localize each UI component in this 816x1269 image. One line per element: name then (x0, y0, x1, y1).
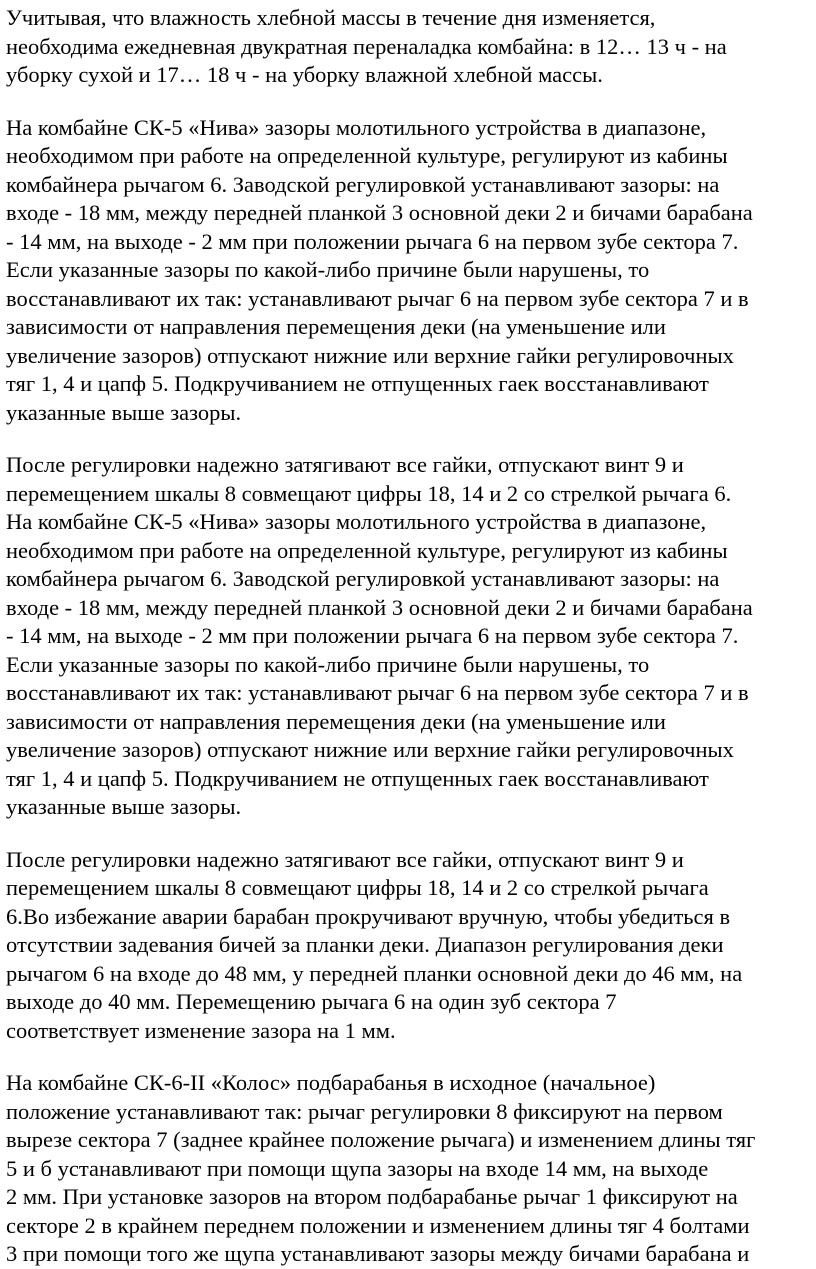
text-line: увеличение зазоров) отпускают нижние или верхние гайки регулировочных (6, 737, 734, 762)
paragraph-after-adjustment-1 (6, 451, 812, 822)
text-line: 5 и б устанавливают при помощи щупа зазоры на входе 14 мм, на выходе (6, 1155, 709, 1181)
document-page (6, 4, 812, 1269)
text-line: секторе 2 в крайнем переднем положении и изменением длины тяг 4 болтами (6, 1212, 750, 1238)
text-line: Если указанные зазоры по какой-либо причине были нарушены, то (6, 257, 650, 282)
text-line: увеличение зазоров) отпускают нижние или верхние гайки регулировочных (6, 342, 734, 368)
paragraph-gap (6, 822, 812, 846)
text-line: зависимости от направления перемещения деки (на уменьшение или (6, 708, 666, 734)
text-line: указанные выше зазоры. (6, 399, 242, 425)
text-line: уборку сухой и 17… 18 ч - на уборку влажной хлебной массы. (6, 62, 603, 87)
paragraph-after-adjustment-2 (6, 846, 812, 1046)
text-line: рычагом 6 на входе до 48 мм, у передней планки основной деки до 46 мм, на (6, 960, 743, 986)
text-line: 3 при помощи того же щупа устанавливают зазоры между бичами барабана и (6, 1241, 750, 1266)
text-line: выходе до 40 мм. Перемещению рычага 6 на один зуб сектора 7 (6, 989, 617, 1014)
text-line: После регулировки надежно затягивают все гайки, отпускают винт 9 и (6, 452, 684, 477)
text-line: необходима ежедневная двукратная переналадка комбайна: в 12… 13 ч - на (6, 33, 727, 59)
paragraph-humidity-intro (6, 4, 812, 90)
text-line: восстанавливают их так: устанавливают рычаг 6 на первом зубе сектора 7 и в (6, 285, 749, 311)
text-line: 2 мм. При установке зазоров на втором подбарабанье рычаг 1 фиксируют на (6, 1184, 738, 1209)
text-line: На комбайне СК-5 «Нива» зазоры молотильного устройства в диапазоне, (6, 509, 707, 534)
text-line: необходимом при работе на определенной культуре, регулируют из кабины (6, 537, 728, 563)
paragraph-kolos-gaps (6, 1069, 812, 1269)
paragraph-gap (6, 1045, 812, 1069)
text-line: тяг 1, 4 и цапф 5. Подкручиванием не отпущенных гаек восстанавливают (6, 371, 709, 396)
text-line: Учитывая, что влажность хлебной массы в течение дня изменяется, (6, 5, 656, 30)
text-line: На комбайне СК-6-II «Колос» подбарабанья в исходное (начальное) (6, 1070, 656, 1095)
text-line: перемещением шкалы 8 совмещают цифры 18, 14 и 2 со стрелкой рычага (6, 875, 709, 900)
text-line: На комбайне СК-5 «Нива» зазоры молотильного устройства в диапазоне, (6, 114, 707, 140)
paragraph-gap (6, 427, 812, 451)
text-line: комбайнера рычагом 6. Заводской регулировкой устанавливают зазоры: на (6, 566, 720, 591)
text-line: входе - 18 мм, между передней планкой 3 основной деки 2 и бичами барабана (6, 594, 753, 620)
text-line: положение устанавливают так: рычаг регулировки 8 фиксируют на первом (6, 1098, 723, 1124)
text-line: После регулировки надежно затягивают все гайки, отпускают винт 9 и (6, 846, 684, 872)
text-line: зависимости от направления перемещения деки (на уменьшение или (6, 314, 666, 339)
text-line: вырезе сектора 7 (заднее крайнее положение рычага) и изменением длины тяг (6, 1127, 756, 1152)
text-line: перемещением шкалы 8 совмещают цифры 18, 14 и 2 со стрелкой рычага 6. (6, 480, 732, 506)
text-line: тяг 1, 4 и цапф 5. Подкручиванием не отпущенных гаек восстанавливают (6, 765, 709, 791)
text-line: Если указанные зазоры по какой-либо причине были нарушены, то (6, 651, 650, 677)
text-line: входе - 18 мм, между передней планкой 3 основной деки 2 и бичами барабана (6, 200, 753, 225)
text-line: - 14 мм, на выходе - 2 мм при положении рычага 6 на первом зубе сектора 7. (6, 623, 739, 648)
text-line: восстанавливают их так: устанавливают рычаг 6 на первом зубе сектора 7 и в (6, 680, 749, 705)
text-line: 6.Во избежание аварии барабан прокручивают вручную, чтобы убедиться в (6, 903, 731, 929)
text-line: - 14 мм, на выходе - 2 мм при положении рычага 6 на первом зубе сектора 7. (6, 228, 739, 254)
text-line: необходимом при работе на определенной культуре, регулируют из кабины (6, 143, 728, 168)
paragraph-niva-gaps (6, 114, 812, 428)
paragraph-gap (6, 90, 812, 114)
text-line: комбайнера рычагом 6. Заводской регулировкой устанавливают зазоры: на (6, 171, 720, 197)
text-line: соответствует изменение зазора на 1 мм. (6, 1017, 396, 1043)
text-line: указанные выше зазоры. (6, 794, 242, 819)
text-line: отсутствии задевания бичей за планки деки. Диапазон регулирования деки (6, 932, 724, 957)
